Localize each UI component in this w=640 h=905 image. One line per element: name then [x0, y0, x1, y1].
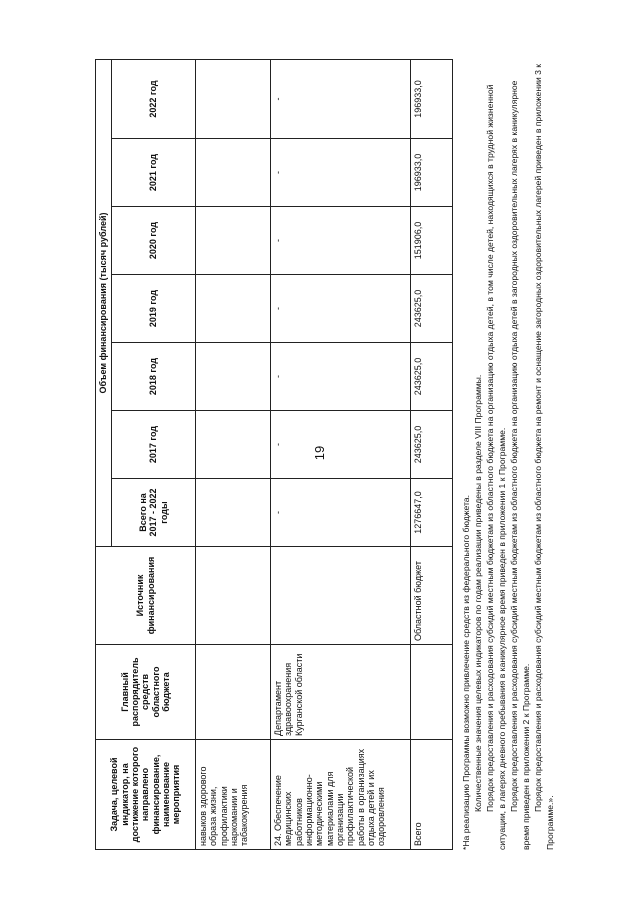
row2-2022: -	[271, 59, 411, 138]
header-2019: 2019 год	[112, 275, 196, 343]
header-2022: 2022 год	[112, 59, 196, 138]
row3-task: Всего	[411, 740, 453, 850]
row2-2021: -	[271, 139, 411, 207]
financing-table	[95, 59, 453, 850]
table-row	[196, 59, 271, 849]
row3-total: 1276647,0	[411, 479, 453, 547]
row3-2021: 196933,0	[411, 139, 453, 207]
row3-source: Областной бюджет	[411, 547, 453, 645]
row2-manager: Департамент здравоохранения Курганской области	[271, 645, 411, 740]
row3-2018: 243625,0	[411, 343, 453, 411]
note-appendix-1: Порядок предоставления и расходования субсидий местным бюджетам из областного бюджета на организацию отдыха детей, в том числе детей, находящихся в трудной жизненной ситуации, в лагерях дневного пребывания в каникулярное время приведен в приложении 1 к Программе.	[485, 84, 507, 850]
row3-2022: 196933,0	[411, 59, 453, 138]
row3-2019: 243625,0	[411, 275, 453, 343]
row3-2017: 243625,0	[411, 411, 453, 479]
header-2017: 2017 год	[112, 411, 196, 479]
table-row	[271, 59, 411, 849]
header-2021: 2021 год	[112, 139, 196, 207]
row1-2017	[196, 411, 271, 479]
note-appendix-3: Порядок предоставления и расходования субсидий местным бюджетам из областного бюджета на ремонт и оснащение загородных оздоровительных лагерей приведен в приложении 3 к Программе.».	[533, 64, 555, 850]
row3-2020: 151906,0	[411, 207, 453, 275]
row2-2019: -	[271, 275, 411, 343]
note-indicators: Количественные значения целевых индикаторов по годам реализации приведены в разделе VIII Программы.	[473, 374, 483, 812]
header-manager: Главный распорядитель средств областного бюджета	[96, 645, 196, 740]
note-federal: *На реализацию Программы возможно привлечение средств из федерального бюджета.	[461, 495, 471, 850]
header-task: Задача, целевой индикатор, на достижение которого направлено финансирование, наименование мероприятия	[96, 740, 196, 850]
row1-2021	[196, 139, 271, 207]
row3-manager	[411, 645, 453, 740]
row1-manager	[196, 645, 271, 740]
row2-2020: -	[271, 207, 411, 275]
header-2018: 2018 год	[112, 343, 196, 411]
row2-task: 24. Обеспечение медицинских работников информационно-методическими материалами для организации профилактической работы в организациях отдыха детей и их оздоровления	[271, 740, 411, 850]
page-number: 19	[312, 445, 327, 461]
rotated-sheet	[95, 60, 565, 850]
footnotes	[460, 60, 556, 850]
header-2020: 2020 год	[112, 207, 196, 275]
row2-total: -	[271, 479, 411, 547]
row1-total	[196, 479, 271, 547]
header-volume: Объем финансирования (тысяч рублей)	[96, 59, 112, 546]
row1-2019	[196, 275, 271, 343]
row1-2018	[196, 343, 271, 411]
row1-source	[196, 547, 271, 645]
row2-2017: -	[271, 411, 411, 479]
row2-source	[271, 547, 411, 645]
table-row	[411, 59, 453, 849]
note-appendix-2: Порядок предоставления и расходования субсидий местным бюджетам из областного бюджета на организацию отдыха детей в загородных оздоровительных лагерях в каникулярное время приведен в приложении 2 к Программе.	[509, 80, 531, 850]
row2-2018: -	[271, 343, 411, 411]
row1-2022	[196, 59, 271, 138]
header-source: Источник финансирования	[96, 547, 196, 645]
header-total: Всего на 2017 - 2022 годы	[112, 479, 196, 547]
row1-task: навыков здорового образа жизни, профилактики наркомании и табакокурения	[196, 740, 271, 850]
row1-2020	[196, 207, 271, 275]
